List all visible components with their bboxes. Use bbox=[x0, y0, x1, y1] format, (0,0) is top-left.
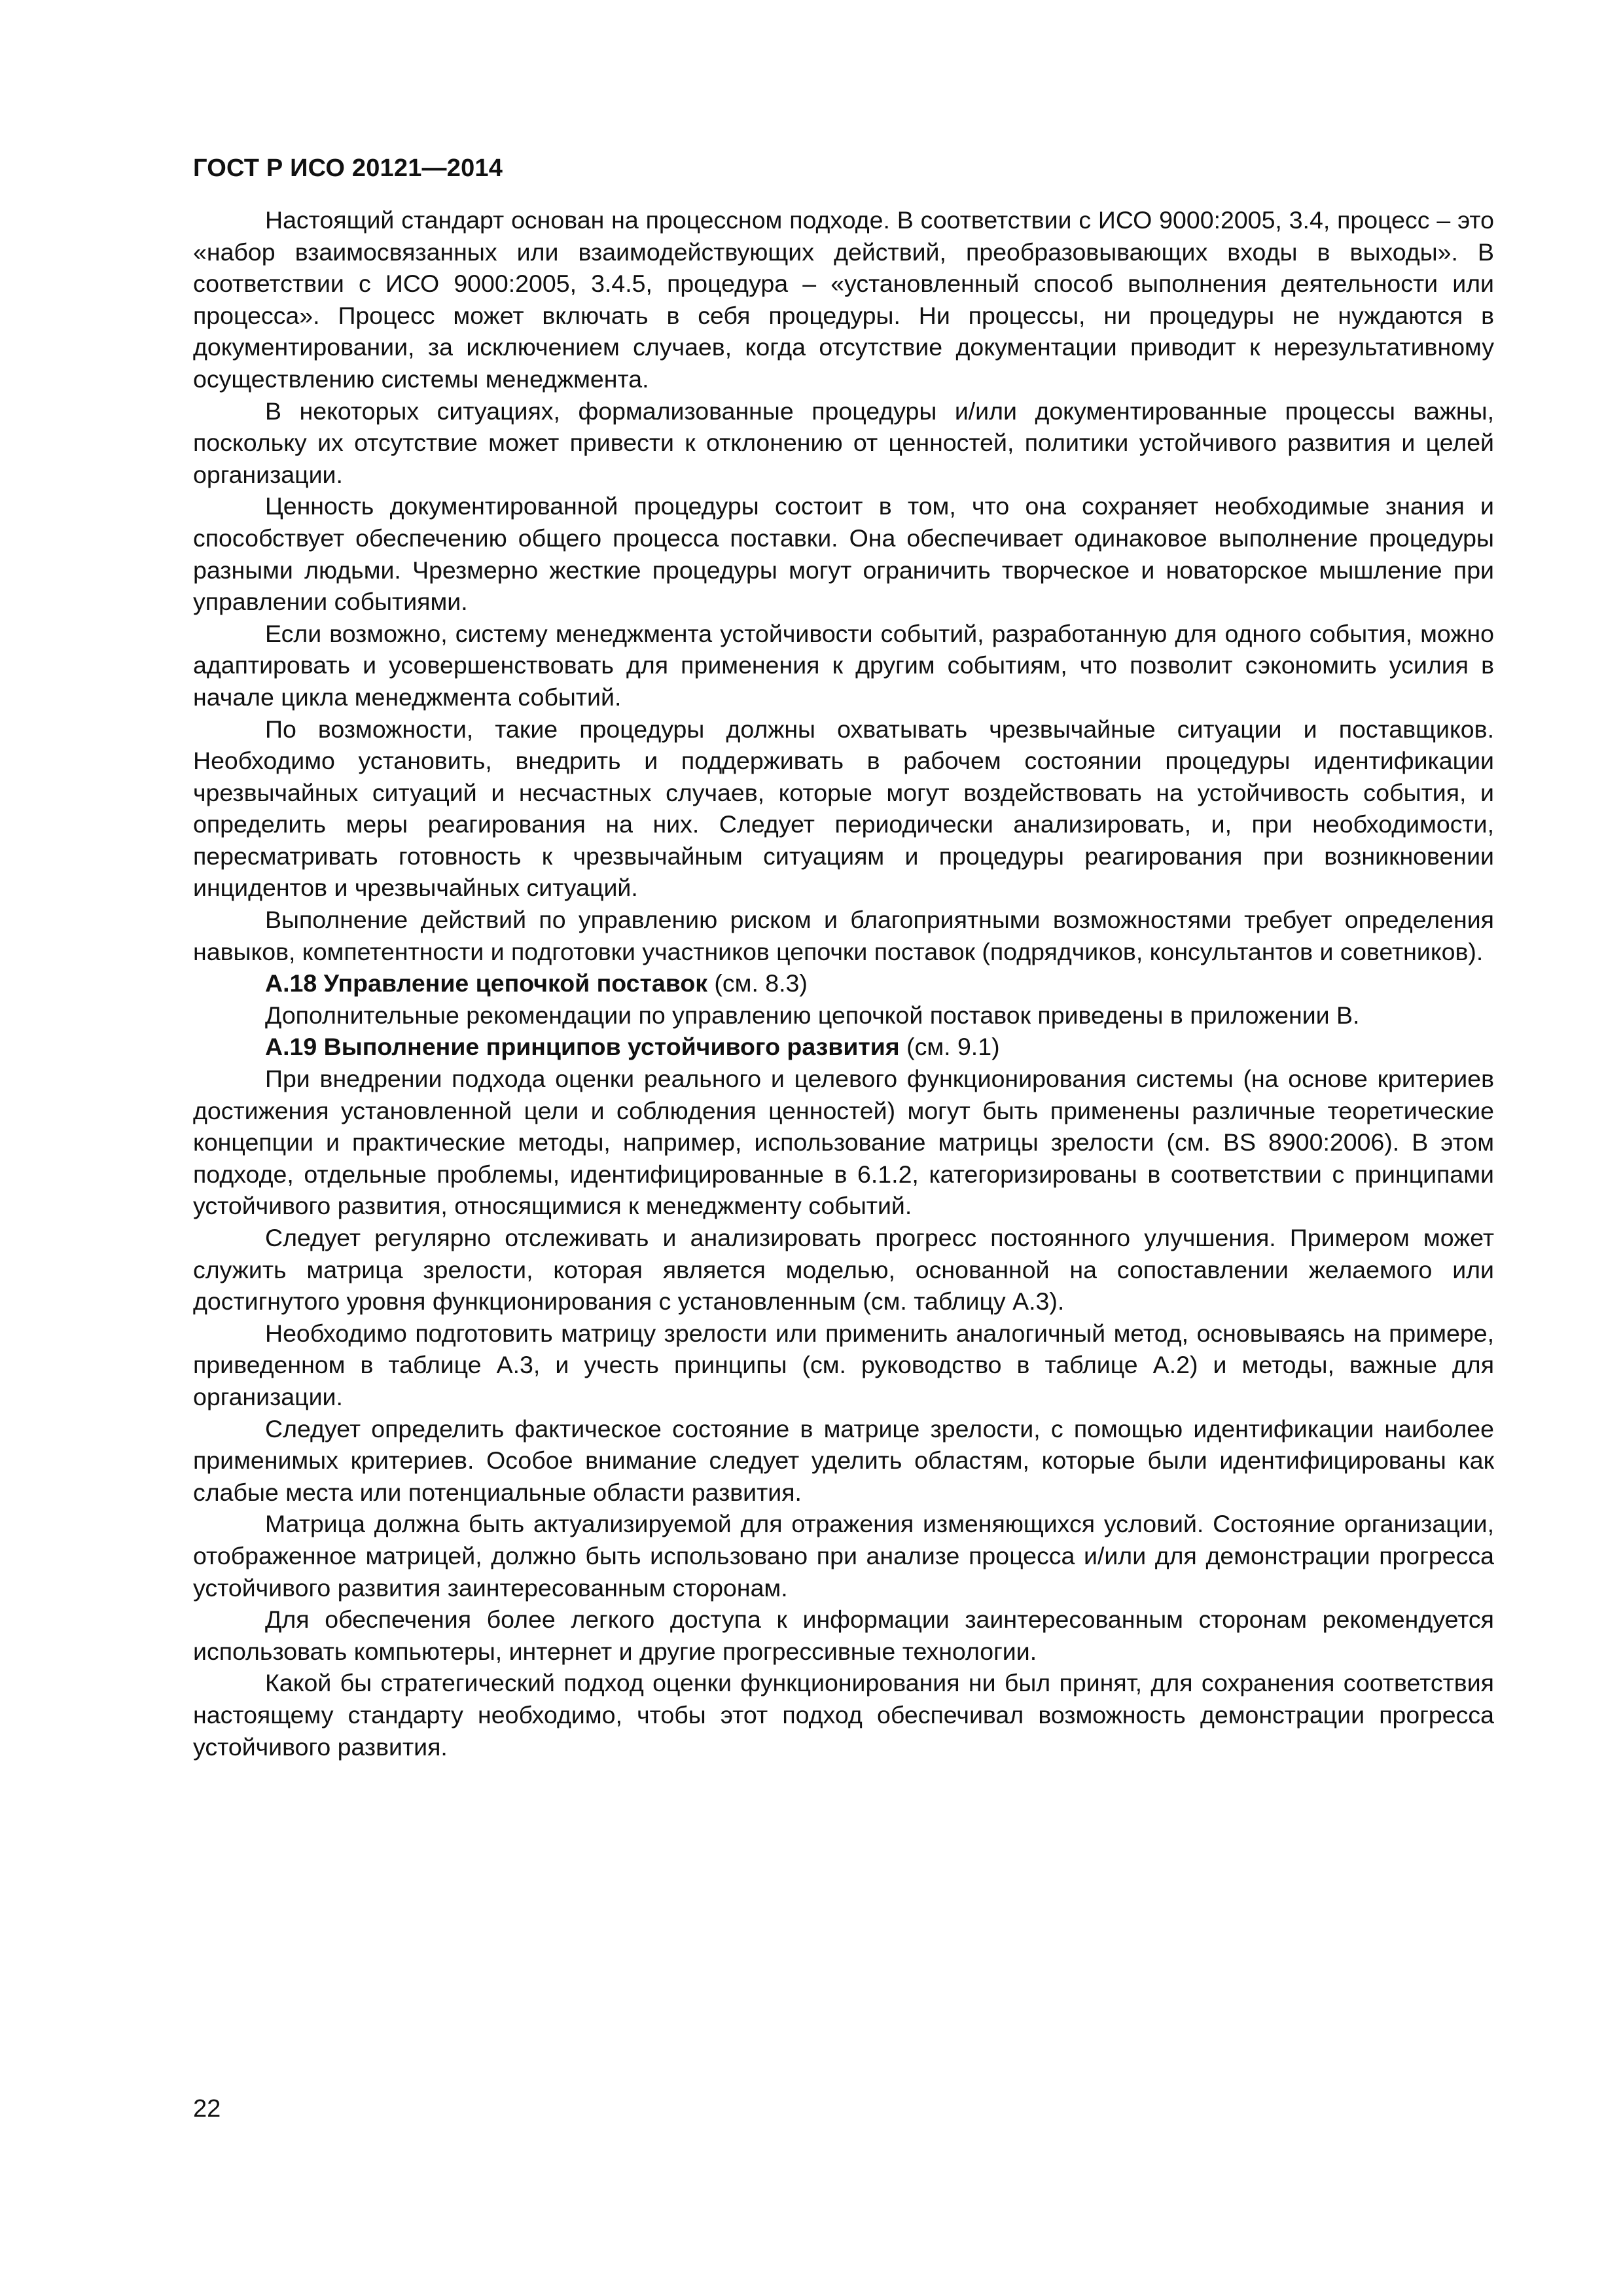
paragraph-formalized-procedures: В некоторых ситуациях, формализованные процедуры и/или документированные процессы важны, поскольку их отсутствие может привести к отклонению от ценностей, политики устойчивого развития и целей организации. bbox=[193, 397, 1494, 488]
section-ref-a18: (см. 8.3) bbox=[707, 969, 808, 997]
paragraph-maturity-approach: При внедрении подхода оценки реального и целевого функционирования системы (на основе критериев достижения установленной цели и соблюдения ценностей) могут быть применены различные теоретические концепции и практические методы, например, использование матрицы зрелости (см. BS 8900:2006). В этом подходе, отдельные проблемы, идентифицированные в 6.1.2, категоризированы в соответствии с принципами устойчивого развития, относящимися к менеджменту событий. bbox=[193, 1065, 1494, 1220]
paragraph-progress-monitoring: Следует регулярно отслеживать и анализировать прогресс постоянного улучшения. Примером может служить матрица зрелости, которая является моделью, основанной на сопоставлении желаемого или достигнутого уровня функционирования с установленным (см. таблицу А.3). bbox=[193, 1224, 1494, 1316]
section-heading-a19 bbox=[193, 1031, 1494, 1063]
paragraph-strategic-approach: Какой бы стратегический подход оценки функционирования ни был принят, для сохранения соответствия настоящему стандарту необходимо, чтобы этот подход обеспечивал возможность демонстрации прогресса устойчивого развития. bbox=[193, 1669, 1494, 1761]
paragraph-matrix-updates: Матрица должна быть актуализируемой для отражения изменяющихся условий. Состояние организации, отображенное матрицей, должно быть использовано при анализе процесса и/или для демонстрации прогресса устойчивого развития заинтересованным сторонам. bbox=[193, 1510, 1494, 1602]
section-title-a19: А.19 Выполнение принципов устойчивого развития bbox=[265, 1033, 900, 1061]
paragraph-information-access: Для обеспечения более легкого доступа к информации заинтересованным сторонам рекомендуется использовать компьютеры, интернет и другие прогрессивные технологии. bbox=[193, 1605, 1494, 1665]
page-number: 22 bbox=[193, 2095, 221, 2123]
paragraph-supply-chain: Дополнительные рекомендации по управлению цепочкой поставок приведены в приложении В. bbox=[265, 1001, 1360, 1029]
section-heading-a18 bbox=[193, 967, 1494, 999]
document-body bbox=[193, 204, 1494, 1763]
paragraph-actual-state: Следует определить фактическое состояние в матрице зрелости, с помощью идентификации наиболее применимых критериев. Особое внимание следует уделить областям, которые были идентифицированы как слабые места или потенциальные области развития. bbox=[193, 1414, 1494, 1506]
section-title-a18: А.18 Управление цепочкой поставок bbox=[265, 969, 707, 997]
paragraph-emergency-procedures: По возможности, такие процедуры должны охватывать чрезвычайные ситуации и поставщиков. Необходимо установить, внедрить и поддерживать в рабочем состоянии процедуры идентификации чрезвычайных ситуаций и несчастных случаев, которые могут воздействовать на устойчивость события, и определить меры реагирования на них. Следует периодически анализировать, и, при необходимости, пересматривать готовность к чрезвычайным ситуациям и процедуры реагирования при возникновении инцидентов и чрезвычайных ситуаций. bbox=[193, 715, 1494, 902]
paragraph-risk-actions: Выполнение действий по управлению риском и благоприятными возможностями требует определения навыков, компетентности и подготовки участников цепочки поставок (подрядчиков, консультантов и советников). bbox=[193, 906, 1494, 965]
section-ref-a19: (см. 9.1) bbox=[899, 1033, 1000, 1061]
paragraph-system-adaptation: Если возможно, систему менеджмента устойчивости событий, разработанную для одного события, можно адаптировать и усовершенствовать для применения к другим событиям, что позволит сэкономить усилия в начале цикла менеджмента событий. bbox=[193, 619, 1494, 711]
document-header: ГОСТ Р ИСО 20121—2014 bbox=[193, 154, 503, 182]
paragraph-process-approach: Настоящий стандарт основан на процессном подходе. В соответствии с ИСО 9000:2005, 3.4, процесс – это «набор взаимосвязанных или взаимодействующих действий, преобразовывающих входы в выходы». В соответствии с ИСО 9000:2005, 3.4.5, процедура – «установленный способ выполнения деятельности или процесса». Процесс может включать в себя процедуры. Ни процессы, ни процедуры не нуждаются в документировании, за исключением случаев, когда отсутствие документации приводит к нерезультативному осуществлению системы менеджмента. bbox=[193, 206, 1494, 393]
paragraph-procedure-value: Ценность документированной процедуры состоит в том, что она сохраняет необходимые знания и способствует обеспечению общего процесса поставки. Она обеспечивает одинаковое выполнение процедуры разными людьми. Чрезмерно жесткие процедуры могут ограничить творческое и новаторское мышление при управлении событиями. bbox=[193, 492, 1494, 616]
paragraph-prepare-matrix: Необходимо подготовить матрицу зрелости или применить аналогичный метод, основываясь на примере, приведенном в таблице А.3, и учесть принципы (см. руководство в таблице А.2) и методы, важные для организации. bbox=[193, 1319, 1494, 1410]
